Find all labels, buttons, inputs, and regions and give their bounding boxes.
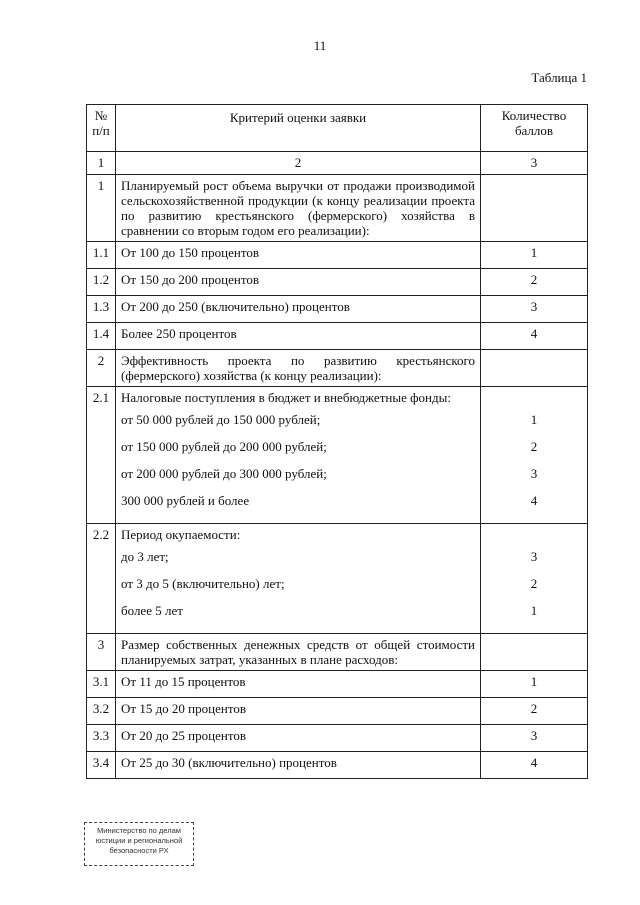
row-number: 1.1 — [87, 242, 116, 269]
page-number: 11 — [313, 38, 327, 53]
row-number: 2.1 — [87, 387, 116, 524]
column-index-cell: 3 — [481, 152, 588, 175]
row-score — [481, 175, 588, 242]
criteria-table — [86, 104, 588, 779]
row-criterion: От 25 до 30 (включительно) процентов — [116, 752, 481, 779]
table-row — [87, 269, 588, 296]
criterion-line: Налоговые поступления в бюджет и внебюджетные фонды: — [121, 390, 451, 405]
row-number: 3.4 — [87, 752, 116, 779]
header-criterion: Критерий оценки заявки — [116, 105, 481, 152]
row-number: 1.4 — [87, 323, 116, 350]
table-caption: Таблица 1 — [531, 70, 587, 85]
header-number: № п/п — [87, 105, 116, 152]
column-index-row — [87, 152, 588, 175]
column-index-cell: 2 — [116, 152, 481, 175]
row-number: 3.3 — [87, 725, 116, 752]
row-criterion: От 15 до 20 процентов — [116, 698, 481, 725]
registration-stamp — [84, 822, 194, 866]
row-score: 3 — [481, 296, 588, 323]
stamp-line: юстиции и региональной — [95, 836, 183, 845]
row-criterion: Размер собственных денежных средств от общей стоимости планируемых затрат, указанных в плане расходов: — [116, 634, 481, 671]
row-criterion — [116, 387, 481, 524]
table-row — [87, 524, 588, 634]
table-header-row — [87, 105, 588, 152]
row-criterion: От 20 до 25 процентов — [116, 725, 481, 752]
row-criterion: Эффективность проекта по развитию крестьянского (фермерского) хозяйства (к концу реализации): — [116, 350, 481, 387]
criterion-line: более 5 лет — [121, 603, 183, 618]
table-row — [87, 725, 588, 752]
table-row — [87, 698, 588, 725]
criterion-line: до 3 лет; — [121, 549, 169, 564]
score-line: 1 — [530, 412, 538, 427]
row-number: 1 — [87, 175, 116, 242]
stamp-line: Министерство по делам — [97, 826, 181, 835]
table-row — [87, 634, 588, 671]
criterion-line: от 150 000 рублей до 200 000 рублей; — [121, 439, 327, 454]
table-row — [87, 350, 588, 387]
criterion-line: Период окупаемости: — [121, 527, 241, 542]
row-score — [481, 387, 588, 524]
criterion-line: от 200 000 рублей до 300 000 рублей; — [121, 466, 327, 481]
score-line: 4 — [530, 493, 538, 508]
row-number: 2.2 — [87, 524, 116, 634]
score-line: 2 — [530, 439, 538, 454]
table-row — [87, 296, 588, 323]
row-score — [481, 524, 588, 634]
row-criterion: От 200 до 250 (включительно) процентов — [116, 296, 481, 323]
criterion-line: от 50 000 рублей до 150 000 рублей; — [121, 412, 321, 427]
row-number: 3.1 — [87, 671, 116, 698]
row-score: 1 — [481, 671, 588, 698]
score-line: 1 — [530, 603, 538, 618]
row-score: 1 — [481, 242, 588, 269]
row-number: 3.2 — [87, 698, 116, 725]
table-row — [87, 323, 588, 350]
row-criterion: От 11 до 15 процентов — [116, 671, 481, 698]
row-number: 2 — [87, 350, 116, 387]
criterion-line: 300 000 рублей и более — [121, 493, 250, 508]
table-row — [87, 671, 588, 698]
row-score: 4 — [481, 323, 588, 350]
row-score — [481, 634, 588, 671]
row-score: 3 — [481, 725, 588, 752]
score-line: 3 — [530, 549, 538, 564]
row-score: 2 — [481, 269, 588, 296]
row-criterion: От 100 до 150 процентов — [116, 242, 481, 269]
score-line — [486, 390, 582, 412]
row-number: 1.2 — [87, 269, 116, 296]
score-line — [486, 527, 582, 549]
criterion-line: от 3 до 5 (включительно) лет; — [121, 576, 285, 591]
table-row — [87, 175, 588, 242]
row-criterion: Более 250 процентов — [116, 323, 481, 350]
row-criterion: Планируемый рост объема выручки от продажи производимой сельскохозяйственной продукции (к концу реализации проекта по развитию крестьянского (фермерского) хозяйства в сравнении со вторым годом его реализации): — [116, 175, 481, 242]
row-score: 2 — [481, 698, 588, 725]
column-index-cell: 1 — [87, 152, 116, 175]
header-score: Количество баллов — [481, 105, 588, 152]
row-score — [481, 350, 588, 387]
table-row — [87, 387, 588, 524]
row-criterion: От 150 до 200 процентов — [116, 269, 481, 296]
score-line: 2 — [530, 576, 538, 591]
stamp-line: безопасности РХ — [109, 846, 169, 855]
row-score: 4 — [481, 752, 588, 779]
table-row — [87, 242, 588, 269]
row-criterion — [116, 524, 481, 634]
table-row — [87, 752, 588, 779]
row-number: 3 — [87, 634, 116, 671]
score-line: 3 — [530, 466, 538, 481]
row-number: 1.3 — [87, 296, 116, 323]
